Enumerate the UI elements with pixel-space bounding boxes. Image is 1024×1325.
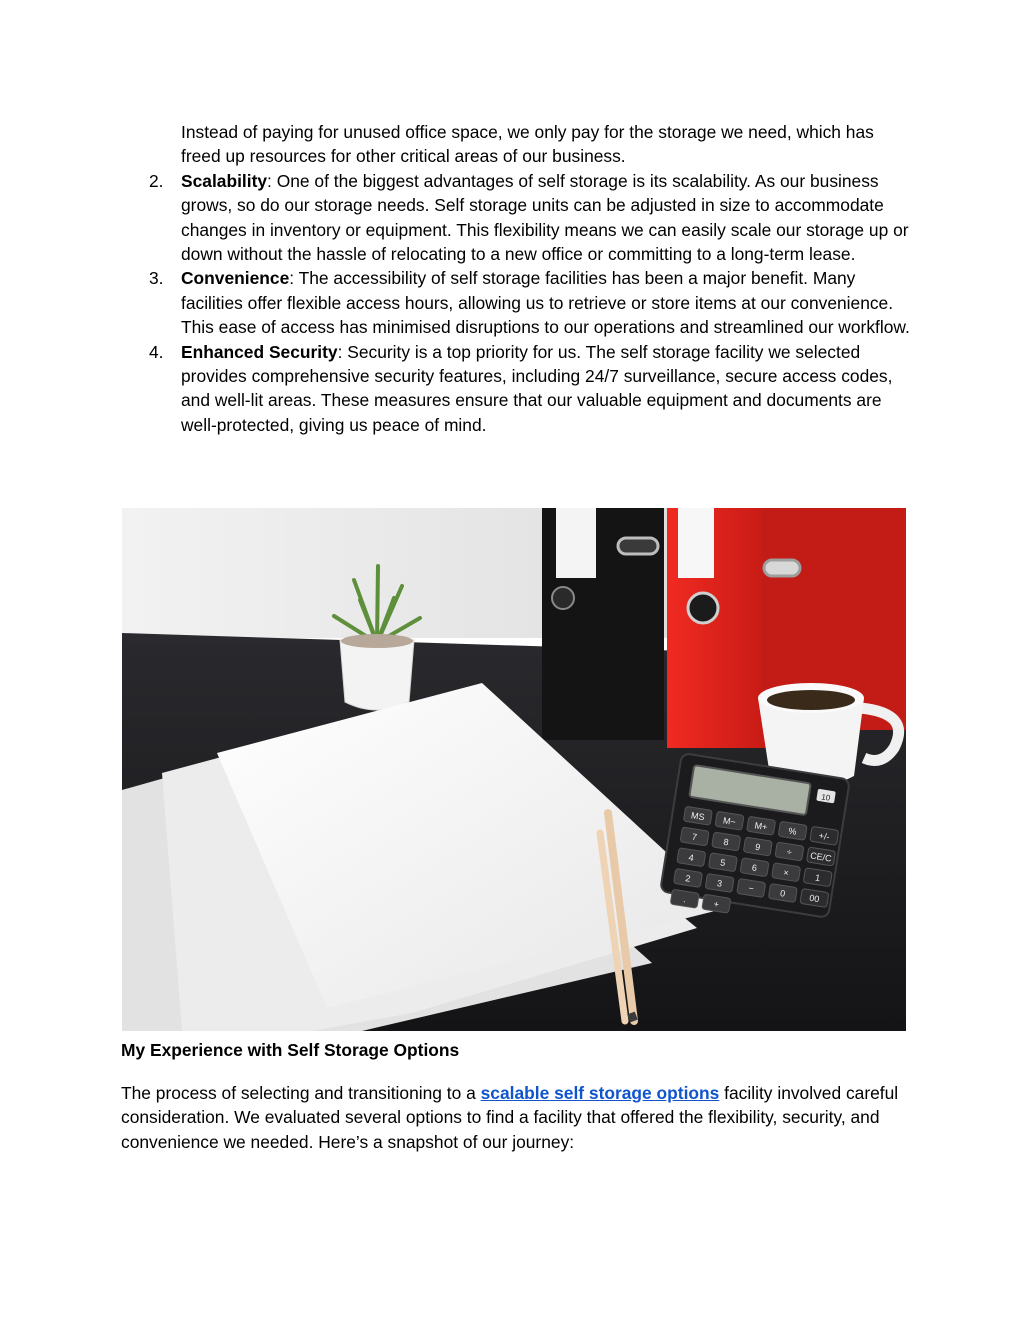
- calculator-key-label: 6: [751, 862, 758, 874]
- item-text: : Security is a top priority for us. The self storage facility we selected provides comprehensive security features, including 24/7 surveillance, secure access codes, and well-lit areas. These measures ensure that our valuable equipment and documents are well-protected, giving us peace of mind.: [181, 341, 893, 435]
- list-item-security: [121, 340, 911, 438]
- para-text-after: facility involved careful consideration. We evaluated several options to find a facility that offered the flexibility, security, and convenience we needed. Here’s a snapshot of our journey:: [121, 1083, 899, 1152]
- scalable-storage-link[interactable]: scalable self storage options: [480, 1083, 720, 1103]
- black-binder: [542, 508, 664, 740]
- calculator-key-label: 1: [814, 872, 821, 884]
- calculator-badge: 10: [820, 792, 831, 803]
- list-item-scalability: [121, 169, 911, 267]
- benefits-list: [121, 120, 911, 437]
- calculator-key-label: 2: [684, 873, 692, 884]
- item-number: 4.: [149, 341, 164, 362]
- calculator-key-label: +: [712, 898, 720, 910]
- item-number: 2.: [149, 170, 164, 191]
- calculator-key-label: ×: [782, 867, 790, 879]
- section-heading: My Experience with Self Storage Options: [121, 1040, 460, 1060]
- calculator-key-label: +/-: [818, 830, 831, 843]
- calculator-key-label: CE/C: [809, 850, 833, 864]
- calculator-key-label: 3: [716, 878, 723, 889]
- para-text-before: The process of selecting and transitioning to a: [121, 1083, 481, 1103]
- calculator-key-label: M+: [753, 820, 769, 833]
- calculator: [658, 753, 850, 929]
- calculator-key-label: 0: [779, 888, 787, 899]
- calculator-key-label: 7: [691, 831, 698, 843]
- continuation-text: Instead of paying for unused office space, we only pay for the storage we need, which has freed up resources for other critical areas of our business.: [181, 122, 874, 167]
- item-number: 3.: [149, 268, 164, 289]
- calculator-key-label: 00: [808, 892, 821, 905]
- calculator-key-label: 4: [687, 852, 695, 864]
- section-paragraph: [121, 1081, 901, 1154]
- calculator-key-label: −: [747, 883, 755, 894]
- list-item-convenience: [121, 266, 911, 339]
- calculator-key-label: 5: [719, 857, 727, 869]
- item-term: Scalability: [181, 170, 268, 191]
- calculator-key-label: MS: [690, 810, 706, 823]
- calculator-key-label: %: [787, 825, 798, 837]
- calculator-key-label: .: [682, 894, 687, 905]
- calculator-key-label: 9: [754, 841, 761, 853]
- item-text: : One of the biggest advantages of self storage is its scalability. As our business grows, so do our storage needs. Self storage units can be adjusted in size to accommodate changes in inventory or equipment. This flexibility means we can easily scale our storage up or down without the hassle of relocating to a new office or committing to a long-term lease.: [181, 170, 909, 265]
- calculator-key-label: 8: [722, 836, 730, 848]
- item-term: Convenience: [181, 268, 290, 289]
- calculator-key-label: M−: [722, 815, 737, 828]
- item-term: Enhanced Security: [181, 341, 338, 362]
- office-desk-photo: [122, 508, 906, 1031]
- item-text: : The accessibility of self storage facilities has been a major benefit. Many facilities offer flexible access hours, allowing us to retrieve or store items at our convenience. This ease of access has minimised disruptions to our operations and streamlined our workflow.: [181, 268, 910, 338]
- calculator-key-label: ÷: [786, 846, 793, 858]
- list-item-continuation: [121, 120, 911, 169]
